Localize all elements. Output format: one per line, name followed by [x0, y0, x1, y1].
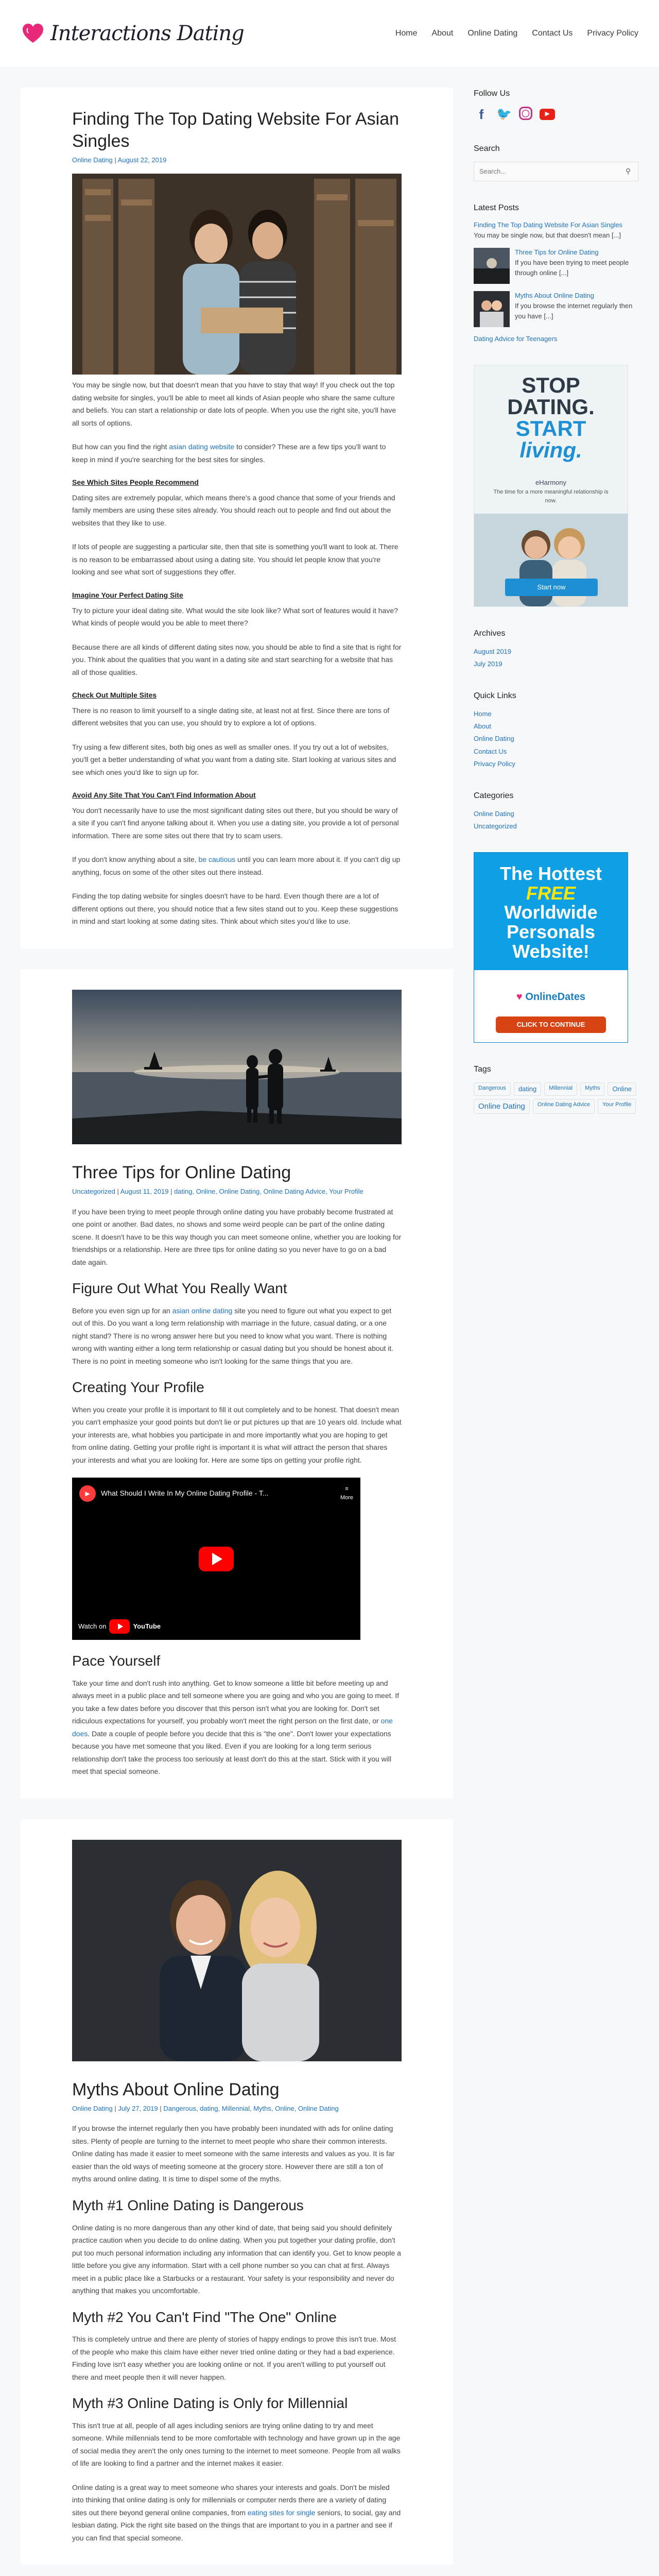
- latest-post-item: Myths About Online Dating If you browse the internet regularly then you have [...]: [474, 291, 638, 327]
- post-title[interactable]: Finding The Top Dating Website For Asian Singles: [72, 109, 400, 151]
- section-heading: Myth #1 Online Dating is Dangerous: [72, 2197, 304, 2213]
- post-paragraph: Try to picture your ideal dating site. What would the site look like? What sort of features would it have? What kinds of people would you be able to meet there?: [72, 606, 398, 628]
- smiling-couple-image: [72, 1840, 402, 2061]
- latest-post-link[interactable]: Three Tips for Online Dating: [515, 248, 599, 257]
- quick-link[interactable]: Online Dating: [474, 735, 514, 743]
- one-does-link[interactable]: one does: [72, 1717, 393, 1738]
- post-three-tips: [21, 969, 453, 1799]
- page-container: [21, 88, 638, 2576]
- youtube-logo-icon: [109, 1619, 130, 1634]
- post-paragraph: Take your time and don't rush into anything. Get to know someone a little bit before meeting up and always meet in a public place and tell someone where you are going and who you are going to meet. If you take a few dates before you discover that this person isn't what you are looking for. Don't set ridiculous expectations for yourself, you probably won't meet the right person on the first date, or one does. Date a couple of people before you decide that this is "the one". Don't lower your expectations because you have met someone that you liked. Even if you are looking for a long term serious relationship don't take the process too seriously at least don't do this at the start. Stick with it you will meet that special someone.: [72, 1679, 400, 1776]
- site-name: Interactions Dating: [50, 22, 244, 45]
- widget-title: Latest Posts: [474, 203, 519, 212]
- post-paragraph: Online dating is a great way to meet someone who shares your interests and goals. Don't be misled into thinking that online dating is only for millennials or computer nerds there are a variety of dating sites out there beyond general online companies, from eating sites for single seniors, to social, gay and lesbian dating. Pick the right site based on the things that are important to you in a partner and see if you can find that special someone.: [72, 2483, 401, 2542]
- tag-link[interactable]: dating: [514, 1082, 541, 1096]
- post-date-link[interactable]: August 11, 2019: [120, 1188, 169, 1196]
- category-link[interactable]: Online Dating: [474, 809, 514, 818]
- section-heading: See Which Sites People Recommend: [72, 478, 199, 487]
- section-heading: Check Out Multiple Sites: [72, 691, 157, 700]
- section-heading: Myth #2 You Can't Find "The One" Online: [72, 2309, 337, 2325]
- post-paragraph: Online dating is no more dangerous than any other kind of date, that being said you should definitely practice caution when you decide to do online dating. When you put together your dating profile, don't put too much personal information including any information that can identify you. Get to know people a little before you give any information. Start with a cell phone number so you can chat at first. Always meet in a public place like a Starbucks or a restaurant. Your safety is your responsibility and never do anything that makes you uncomfortable.: [72, 2223, 401, 2295]
- widget-title: Follow Us: [474, 89, 510, 98]
- section-heading: Pace Yourself: [72, 1653, 161, 1669]
- archive-link[interactable]: August 2019: [474, 648, 512, 656]
- tag-link[interactable]: Online: [608, 1082, 636, 1096]
- more-icon: ≡: [345, 1486, 349, 1493]
- nav-contact[interactable]: Contact Us: [532, 28, 573, 38]
- dating-sites-seniors-link[interactable]: eating sites for single: [247, 2508, 316, 2517]
- asian-online-dating-link[interactable]: asian online dating: [172, 1306, 233, 1315]
- latest-post-link[interactable]: Finding The Top Dating Website For Asian Singles: [474, 221, 623, 229]
- widget-title: Categories: [474, 791, 514, 800]
- tag-link[interactable]: Online Dating: [474, 1099, 530, 1114]
- post-category-link[interactable]: Online Dating: [72, 156, 113, 164]
- nav-privacy[interactable]: Privacy Policy: [587, 28, 638, 38]
- couple-library-image: [72, 174, 402, 375]
- post-date-link[interactable]: July 27, 2019: [118, 2105, 158, 2113]
- section-heading: Figure Out What You Really Want: [72, 1280, 287, 1297]
- facebook-icon[interactable]: f: [479, 106, 484, 122]
- search-input[interactable]: [474, 162, 618, 181]
- post-paragraph: But how can you find the right asian dating website to consider? These are a few tips you'll want to keep in mind if you're searching for the best sites for singles.: [72, 443, 386, 464]
- latest-post-item: [474, 334, 638, 344]
- latest-post-link[interactable]: Dating Advice for Teenagers: [474, 335, 558, 343]
- latest-post-item: Three Tips for Online Dating If you have been trying to meet people through online [...]: [474, 248, 638, 284]
- site-logo[interactable]: [21, 18, 244, 49]
- archives-widget: [474, 628, 638, 669]
- post-meta: Online Dating | August 22, 2019: [72, 156, 167, 164]
- onlinedates-ad-banner[interactable]: The Hottest FREE Worldwide Personals Website! ♥ OnlineDates CLICK TO CONTINUE: [474, 852, 628, 1043]
- main-content: [21, 88, 453, 2576]
- widget-title: Archives: [474, 629, 506, 638]
- post-title[interactable]: Three Tips for Online Dating: [72, 1162, 291, 1182]
- widget-title: Quick Links: [474, 691, 516, 701]
- category-link[interactable]: Uncategorized: [474, 822, 517, 830]
- post-paragraph: If you have been trying to meet people through online dating you have probably become frustrated at one point or another. Bad dates, no shows and some weird people can be part of the online dating scene. It doesn't have to be this way though you can meet someone online, whether you are looking for friendships or a relationship. Here are three tips for online dating so you never have to go on a bad date again.: [72, 1207, 402, 1266]
- post-title[interactable]: Myths About Online Dating: [72, 2079, 280, 2099]
- tag-link[interactable]: Myths: [580, 1082, 604, 1096]
- main-nav: [395, 27, 638, 40]
- watch-on-youtube[interactable]: Watch on YouTube: [78, 1619, 161, 1634]
- follow-widget: [474, 88, 638, 122]
- start-now-button[interactable]: Start now: [505, 579, 598, 596]
- play-button-icon[interactable]: [199, 1547, 234, 1571]
- quick-link[interactable]: About: [474, 722, 491, 731]
- nav-online-dating[interactable]: Online Dating: [467, 28, 518, 38]
- widget-title: Tags: [474, 1064, 491, 1074]
- post-paragraph: If you browse the internet regularly then you have probably been inundated with ads for online dating sites. Plenty of people are turning to the internet to meet people who share their common interests. Online dating has made it easier to meet someone with the same interests and values as you. It is far easier than the old ways of meeting someone at the grocery store. However there are still a ton of myths around online dating. It is time to dispel some of the myths.: [72, 2124, 395, 2183]
- sidebar: [474, 88, 638, 1134]
- search-button[interactable]: [618, 162, 638, 181]
- eharmony-ad-widget: [474, 365, 638, 607]
- quick-links-widget: [474, 690, 638, 769]
- video-title[interactable]: What Should I Write In My Online Dating Profile - T...: [101, 1489, 269, 1498]
- section-heading: Creating Your Profile: [72, 1379, 204, 1396]
- quick-link[interactable]: Privacy Policy: [474, 759, 515, 768]
- post-paragraph: If you don't know anything about a site, be cautious until you can learn more about it. If you can't dig up anything, focus on some of the other sites out there instead.: [72, 855, 401, 876]
- categories-widget: [474, 790, 638, 832]
- youtube-icon[interactable]: ▶: [540, 109, 555, 120]
- post-paragraph: There is no reason to limit yourself to a single dating site, at least not at first. Since there are tons of different websites that you can use, you should try to explore a lot of options.: [72, 706, 390, 727]
- eharmony-logo: eHarmony: [535, 479, 566, 487]
- latest-post-link[interactable]: Myths About Online Dating: [515, 292, 594, 300]
- onlinedates-ad-widget: [474, 852, 638, 1043]
- asian-dating-website-link[interactable]: asian dating website: [169, 443, 235, 451]
- post-paragraph: If lots of people are suggesting a particular site, then that site is something you'll want to look at. There is no reason to be embarrassed about using a dating site. You should let people know that you're looking and see what sort of suggestions they offer.: [72, 543, 398, 577]
- section-heading: Myth #3 Online Dating is Only for Millennial: [72, 2395, 348, 2412]
- widget-title: Search: [474, 144, 500, 153]
- nav-home[interactable]: Home: [395, 28, 418, 38]
- post-paragraph: This isn't true at all, people of all ages including seniors are trying online dating to try and meet someone. While millennials tend to be more comfortable with technology and have grown up in the age of social media they aren't the only ones turning to the internet to meet someone. People from all walks of life are looking to find a partner and the internet makes it easier.: [72, 2421, 401, 2468]
- post-category-link[interactable]: Online Dating: [72, 2105, 113, 2113]
- post-paragraph: When you create your profile it is important to fill it out completely and to be honest. That doesn't mean you can't emphasize your good points but don't lie or put pictures up that are 10 years old. Include what your interests are, what hobbies you participate in and more importantly what you are hoping to get from online dating. Getting your profile right is important it is what will attract the person that shares your interests and what you are looking for. Here are some tips on getting your profile right.: [72, 1405, 402, 1464]
- click-to-continue-button[interactable]: CLICK TO CONTINUE: [496, 1016, 606, 1033]
- post-tags-links[interactable]: dating, Online, Online Dating, Online Dating Advice, Your Profile: [174, 1188, 363, 1196]
- latest-post-item: Finding The Top Dating Website For Asian Singles You may be single now, but that doesn't mean [...]: [474, 221, 638, 241]
- be-cautious-link[interactable]: be cautious: [198, 855, 236, 864]
- channel-avatar[interactable]: ▶: [79, 1485, 96, 1502]
- post-paragraph: Dating sites are extremely popular, which means there's a good chance that some of your friends and family members are using these sites already. You should reach out to people and find out about the websites that they like to use.: [72, 493, 395, 527]
- tag-link[interactable]: Your Profile: [598, 1099, 636, 1114]
- tag-link[interactable]: Online Dating Advice: [533, 1099, 595, 1114]
- search-widget: [474, 143, 638, 181]
- eharmony-ad-banner[interactable]: STOP DATING. START living. eHarmony The time for a more meaningful relationship is now. Start now: [474, 365, 628, 607]
- archive-link[interactable]: July 2019: [474, 660, 502, 668]
- section-heading: Imagine Your Perfect Dating Site: [72, 590, 183, 599]
- post-paragraph: Try using a few different sites, both big ones as well as smaller ones. If you try out a lot of websites, you'll get a better understanding of what you want from a dating site. Start looking at various sites and see which ones you'd like to sign up for.: [72, 742, 396, 776]
- tag-link[interactable]: Dangerous: [474, 1082, 511, 1096]
- quick-link[interactable]: Home: [474, 710, 492, 718]
- search-icon: ⚲: [625, 167, 631, 176]
- post-paragraph: This is completely untrue and there are plenty of stories of happy endings to prove this isn't true. Most of the people who make this claim have either never tried online dating or they had a bad experience. Finding love isn't easy whether you are looking online or not. If you aren't willing to put yourself out there and meet people then it will never happen.: [72, 2335, 396, 2381]
- instagram-icon[interactable]: ◯: [519, 107, 532, 120]
- site-header: [0, 0, 659, 67]
- heart-logo-icon: [21, 21, 45, 46]
- sunset-couple-image: [72, 990, 402, 1144]
- tag-link[interactable]: Millennial: [544, 1082, 577, 1096]
- video-more-button[interactable]: ≡ More: [340, 1486, 353, 1501]
- post-paragraph: You don't necessarily have to use the most significant dating sites out there, but you should be wary of a site if you can't find anyone talking about it. When you use a dating site, you provide a lot of personal information. There are some sites out there that try to scam users.: [72, 806, 399, 840]
- post-date-link[interactable]: August 22, 2019: [117, 156, 167, 164]
- twitter-icon[interactable]: 🐦: [496, 107, 512, 122]
- tags-widget: [474, 1063, 638, 1114]
- post-paragraph: Before you even sign up for an asian online dating site you need to figure out what you expect to get out of this. Do you want a long term relationship with marriage in the future, casual dating, or a one night stand? There is no wrong answer here but you need to know what you want. There is nothing wrong with wanting either a long term relationship or casual dating but you should be honest about it. There is no point in meeting someone who isn't looking for the same things that you are.: [72, 1306, 394, 1365]
- post-paragraph: You may be single now, but that doesn't mean that you have to stay that way! If you check out the top dating website for singles, you'll be able to meet all kinds of Asian people who share the same culture and beliefs. You can start a relationship or date lots of people. When you use the right site, you'll have all sorts of options.: [72, 381, 396, 427]
- post-tags-links[interactable]: Dangerous, dating, Millennial, Myths, Online, Online Dating: [163, 2105, 339, 2113]
- youtube-video-embed[interactable]: [72, 1478, 360, 1640]
- latest-post-thumbnail[interactable]: [474, 248, 510, 284]
- post-asian-singles: [21, 88, 453, 948]
- post-category-link[interactable]: Uncategorized: [72, 1188, 115, 1196]
- section-heading: Avoid Any Site That You Can't Find Information About: [72, 791, 256, 800]
- search-form: [474, 162, 638, 181]
- latest-posts-widget: [474, 202, 638, 345]
- nav-about[interactable]: About: [431, 28, 454, 38]
- post-meta: Uncategorized | August 11, 2019 | dating, Online, Online Dating, Online Dating Advice, Your Profile: [72, 1188, 363, 1196]
- post-paragraph: Because there are all kinds of different dating sites now, you should be able to find a site that is right for you. Think about the qualities that you want in a dating site and start searching for a website that has all of those qualities.: [72, 642, 402, 676]
- post-meta: Online Dating | July 27, 2019 | Dangerous, dating, Millennial, Myths, Online, Online Dating: [72, 2105, 339, 2113]
- post-paragraph: Finding the top dating website for singles doesn't have to be hard. Even though there are a lot of different options out there, you should notice that a few sites stand out to you. Keep these suggestions in mind and start looking at some dating sites. Think about which sites you'd like to use.: [72, 892, 398, 926]
- post-myths: [21, 1819, 453, 2565]
- onlinedates-logo: ♥ OnlineDates: [516, 991, 586, 1003]
- latest-post-thumbnail[interactable]: [474, 291, 510, 327]
- heart-icon: ♥: [516, 991, 523, 1003]
- quick-link[interactable]: Contact Us: [474, 747, 507, 755]
